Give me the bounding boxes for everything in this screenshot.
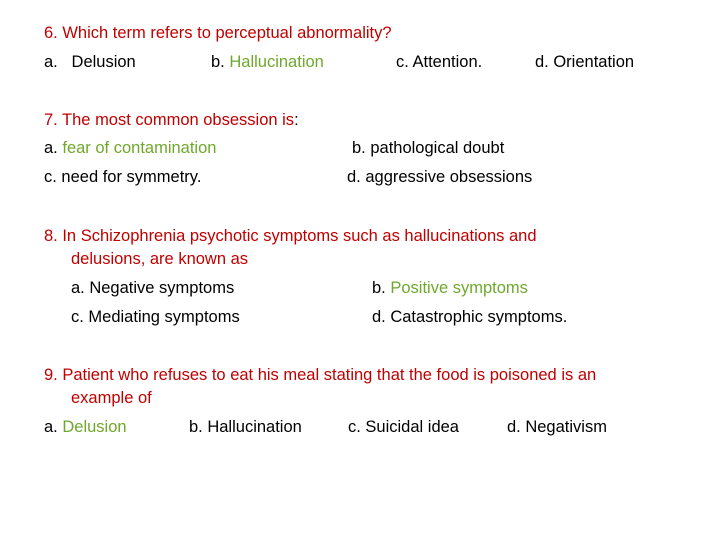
q9-option-d: d. Negativism	[507, 418, 607, 436]
q9-option-a-prefix: a.	[44, 418, 58, 436]
q7-option-a	[44, 138, 216, 158]
q9-question-line1: 9. Patient who refuses to eat his meal stating that the food is poisoned is an	[44, 366, 597, 384]
q6-option-c: c. Attention.	[396, 53, 483, 71]
q7-option-a-text: fear of contamination	[62, 139, 217, 157]
q6-option-b	[211, 52, 324, 72]
q7-option-b: b. pathological doubt	[352, 139, 505, 157]
q7-option-c: c. need for symmetry.	[44, 168, 202, 186]
q7-question	[44, 110, 299, 130]
q6-option-b-text: Hallucination	[229, 53, 324, 71]
q9-option-b: b. Hallucination	[189, 418, 302, 436]
q8-option-b-prefix: b.	[372, 279, 386, 297]
q7-option-d: d. aggressive obsessions	[347, 168, 533, 186]
q8-option-b	[372, 278, 528, 298]
q8-option-b-text: Positive symptoms	[390, 279, 528, 297]
q7-question-text: 7. The most common obsession is	[44, 111, 295, 129]
q9-option-a-text: Delusion	[62, 418, 127, 436]
q8-option-a: a. Negative symptoms	[71, 279, 235, 297]
q9-option-a	[44, 417, 127, 437]
q6-question: 6. Which term refers to perceptual abnormality?	[44, 24, 392, 42]
q9-question-line2: example of	[71, 389, 152, 407]
q6-option-d: d. Orientation	[535, 53, 635, 71]
q8-option-d: d. Catastrophic symptoms.	[372, 308, 568, 326]
q8-question-line1: 8. In Schizophrenia psychotic symptoms such as hallucinations and	[44, 227, 537, 245]
q8-question-line2: delusions, are known as	[71, 250, 249, 268]
q6-option-a-text: Delusion	[71, 53, 136, 71]
q7-option-a-prefix: a.	[44, 139, 58, 157]
q7-question-colon: :	[294, 111, 299, 129]
q6-option-b-prefix: b.	[211, 53, 225, 71]
q6-option-a-prefix: a.	[44, 53, 58, 71]
q8-option-c: c. Mediating symptoms	[71, 308, 240, 326]
q6-option-a	[44, 52, 136, 72]
q9-option-c: c. Suicidal idea	[348, 418, 459, 436]
